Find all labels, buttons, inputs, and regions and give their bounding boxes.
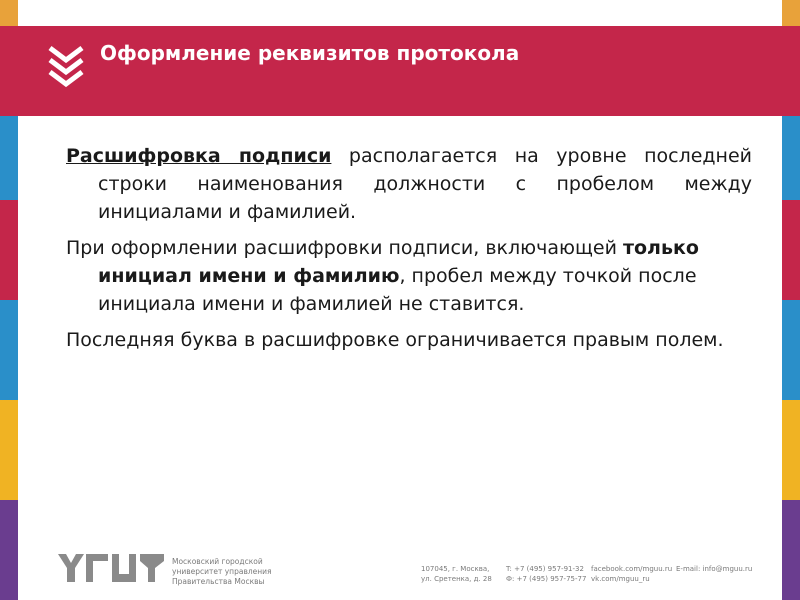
footer-phones: T: +7 (495) 957-91-32 Ф: +7 (495) 957-75-77	[506, 565, 587, 583]
university-name: Московский городской университет управления Правительства Москвы	[172, 557, 272, 586]
mguu-logo	[58, 554, 164, 582]
page-title: Оформление реквизитов протокола	[100, 41, 520, 65]
paragraph-signature-decoding	[66, 142, 752, 226]
facebook-link[interactable]: facebook.com/mguu.ru	[591, 565, 673, 573]
paragraph-emphasis: только инициал имени и фамилию	[98, 237, 699, 287]
stripe-segment	[782, 400, 800, 500]
paragraph-text: располагается на уровне последней строки наименования должности с пробелом между инициалами и фамилией.	[98, 145, 752, 223]
chevrons-down-icon	[46, 42, 86, 88]
paragraph-text: Последняя буква в расшифровке ограничивается правым полем.	[66, 329, 724, 351]
paragraph-term: Расшифровка подписи	[66, 145, 332, 167]
stripe-segment	[0, 300, 18, 400]
vk-link[interactable]: vk.com/mguu_ru	[591, 575, 650, 583]
header-band	[0, 26, 800, 116]
stripe-segment	[782, 300, 800, 400]
footer-address: 107045, г. Москва, ул. Сретенка, д. 28	[421, 565, 492, 583]
footer-email[interactable]: E-mail: info@mguu.ru	[676, 565, 753, 573]
stripe-segment	[782, 200, 800, 300]
slide-content	[66, 142, 752, 362]
paragraph-text: , пробел между точкой после инициала имени и фамилией не ставится.	[98, 265, 697, 315]
footer	[0, 548, 800, 600]
paragraph-last-letter	[66, 326, 752, 354]
stripe-segment	[0, 400, 18, 500]
stripe-segment	[0, 200, 18, 300]
footer-social	[591, 564, 672, 584]
paragraph-text: При оформлении расшифровки подписи, включающей	[66, 237, 623, 259]
paragraph-initials	[66, 234, 752, 318]
